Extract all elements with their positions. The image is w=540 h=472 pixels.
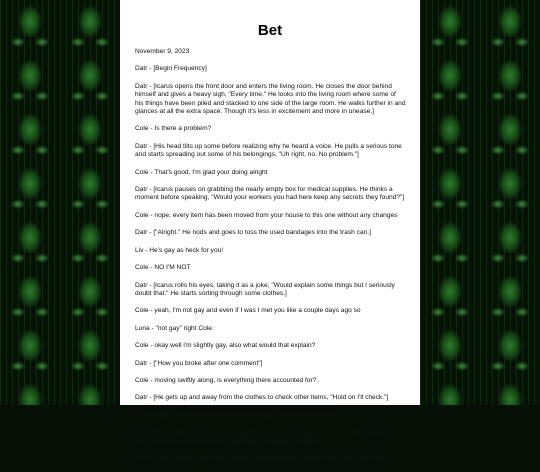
transcript-line: Liv - He's gay as heck for you!: [135, 246, 224, 254]
transcript-line: Cole - yeah, I'm not gay and even if I was I met you like a couple days ago so: [135, 307, 361, 315]
document-body: [135, 48, 406, 472]
page-title: Bet: [257, 22, 283, 39]
transcript-line: Cole - nope, every item has been moved from your house to this one without any changes: [135, 211, 398, 219]
transcript-line: Cole - okay well i'm slightly gay, also what would that explain?: [135, 342, 316, 350]
transcript-line: Datr - [He gets up and away from the clothes to check other items, "Hold on I'll check."]: [135, 394, 389, 402]
transcript-line: Datr - [Icarus opens the front door and enters the living room. He closes the door behind himself and gives a heavy sigh, "Every time." He looks into the living room where some of his things have been piled and stacked to one side of the large room. He walks further in and glances at all the extra space. Though it's less in excitement and more in unease.]: [135, 82, 406, 116]
transcript-line: Cole - quick question, what was with the used bandages? that is if you don't mind me: [135, 454, 383, 462]
transcript-line: Cole - That's good, I'm glad your doing alright: [135, 168, 268, 176]
transcript-line: Cole - moving swiftly along, is everything there accounted for?: [135, 376, 317, 384]
transcript-line: Cole - alright, I just wanna make sure nothing got misplaced or stolen: [135, 411, 337, 419]
document-date: November 9, 2023: [135, 48, 190, 55]
transcript-line: Datr - ["Alright." He nods and goes to toss the used bandages into the trash can.]: [135, 229, 371, 237]
transcript-line: Cole - Is there a problem?: [135, 125, 212, 133]
transcript-line: Datr - ["How you broke after one comment"]: [135, 359, 263, 367]
document-page: [120, 0, 420, 462]
transcript-line: Cole - NO I'M NOT: [135, 264, 191, 272]
transcript: [135, 65, 406, 463]
transcript-line: Datr - [Begin Frequency]: [135, 65, 207, 73]
transcript-line: Luna - "not gay" right Cole.: [135, 324, 214, 332]
transcript-line: Datr - [Icarus pauses on grabbing the nearly empty box for medical supplies. He thinks a moment before speaking, "Would your workers you had here keep any secrets they found?"]: [135, 186, 405, 202]
transcript-line: Datr - [His head tilts up some before realizing why he heard a voice. He pulls a serious tone and starts spreading out some of his belongings, "Uh right, no. No problem."]: [135, 142, 402, 159]
transcript-line: Datr - [Icarus digs past some items and finds his wallet sitting open on the floor nearby, "huh." He leans over and picks it up while checking its contents.]: [135, 429, 389, 445]
transcript-line: Datr - [Icarus rolls his eyes, taking it as a joke, "Would explain some things but I seriously doubt that." He starts sorting through some clothes.]: [135, 281, 395, 297]
